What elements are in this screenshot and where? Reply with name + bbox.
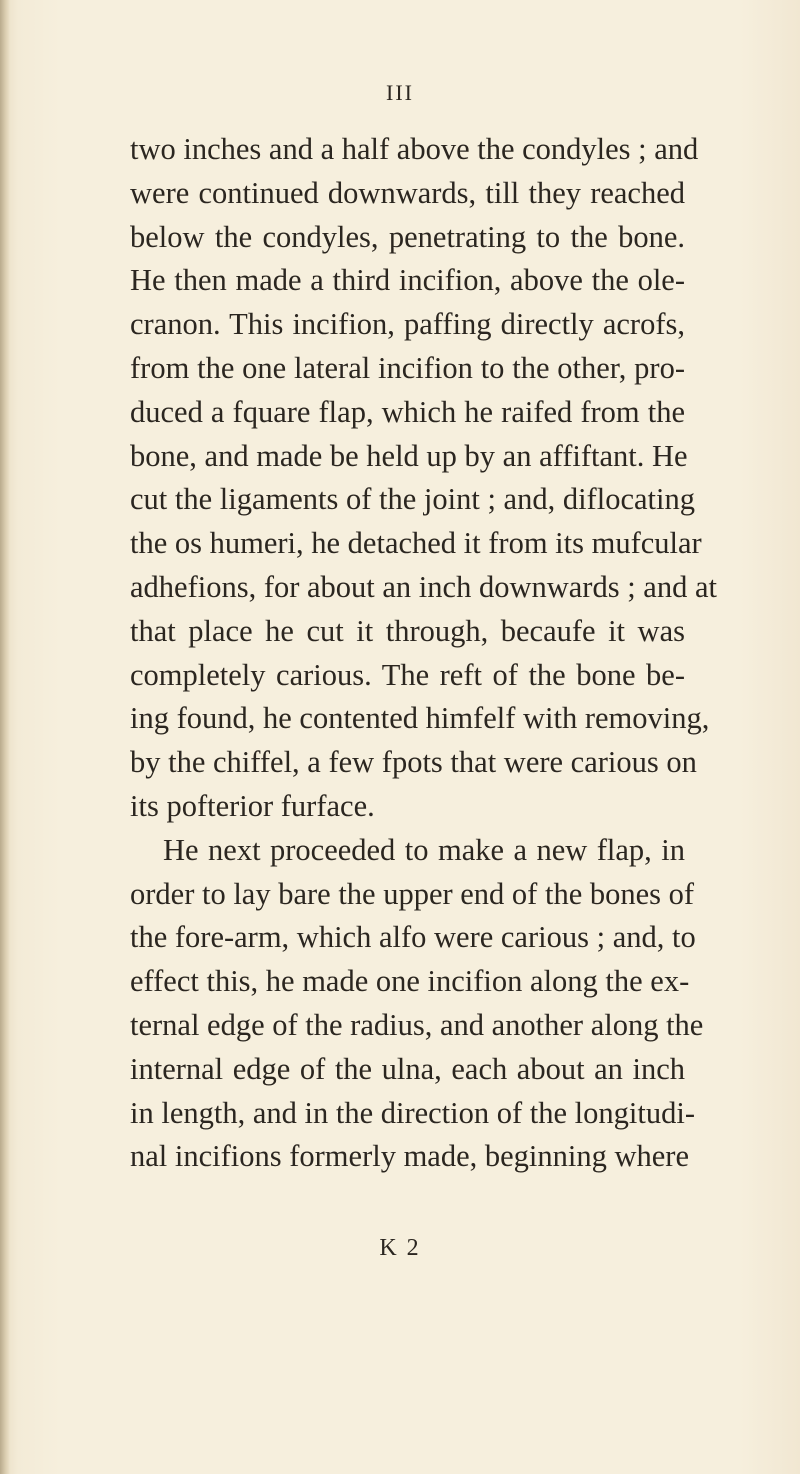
page-number: III: [386, 80, 414, 105]
text-line: in length, and in the direction of the longitudi-: [130, 1095, 695, 1130]
text-line: the os humeri, he detached it from its mufcular: [130, 526, 702, 561]
text-line: nal incifions formerly made, beginning where: [130, 1139, 689, 1174]
text-line: ing found, he contented himfelf with removing,: [130, 701, 710, 736]
text-line: duced a fquare flap, which he raifed from the: [130, 394, 685, 429]
paragraph-start-line: He next proceeded to make a new flap, in: [163, 832, 685, 867]
text-line: cranon. This incifion, paffing directly acrofs,: [130, 307, 685, 342]
text-line: its pofterior furface.: [130, 788, 375, 823]
text-line: two inches and a half above the condyles ; and: [130, 132, 699, 166]
body-text: [130, 128, 717, 1179]
text-line: bone, and made be held up by an affiftant. He: [130, 438, 688, 473]
text-line: that place he cut it through, becaufe it was: [130, 613, 685, 648]
text-line: He then made a third incifion, above the ole-: [130, 263, 685, 298]
text-line: the fore-arm, which alfo were carious ; and, to: [130, 920, 696, 955]
text-line: completely carious. The reft of the bone be-: [130, 657, 685, 692]
text-line: internal edge of the ulna, each about an inch: [130, 1051, 685, 1086]
text-line: adhefions, for about an inch downwards ; and at: [130, 569, 717, 604]
text-line: ternal edge of the radius, and another along the: [130, 1007, 704, 1042]
text-line: by the chiffel, a few fpots that were carious on: [130, 745, 697, 780]
text-line: from the one lateral incifion to the other, pro-: [130, 350, 685, 385]
signature-mark: K 2: [379, 1235, 421, 1261]
text-line: cut the ligaments of the joint ; and, diflocating: [130, 482, 695, 517]
text-line: were continued downwards, till they reached: [130, 175, 685, 210]
text-line: below the condyles, penetrating to the bone.: [130, 219, 685, 254]
text-line: effect this, he made one incifion along the ex-: [130, 964, 690, 999]
text-line: order to lay bare the upper end of the bones of: [130, 876, 695, 911]
